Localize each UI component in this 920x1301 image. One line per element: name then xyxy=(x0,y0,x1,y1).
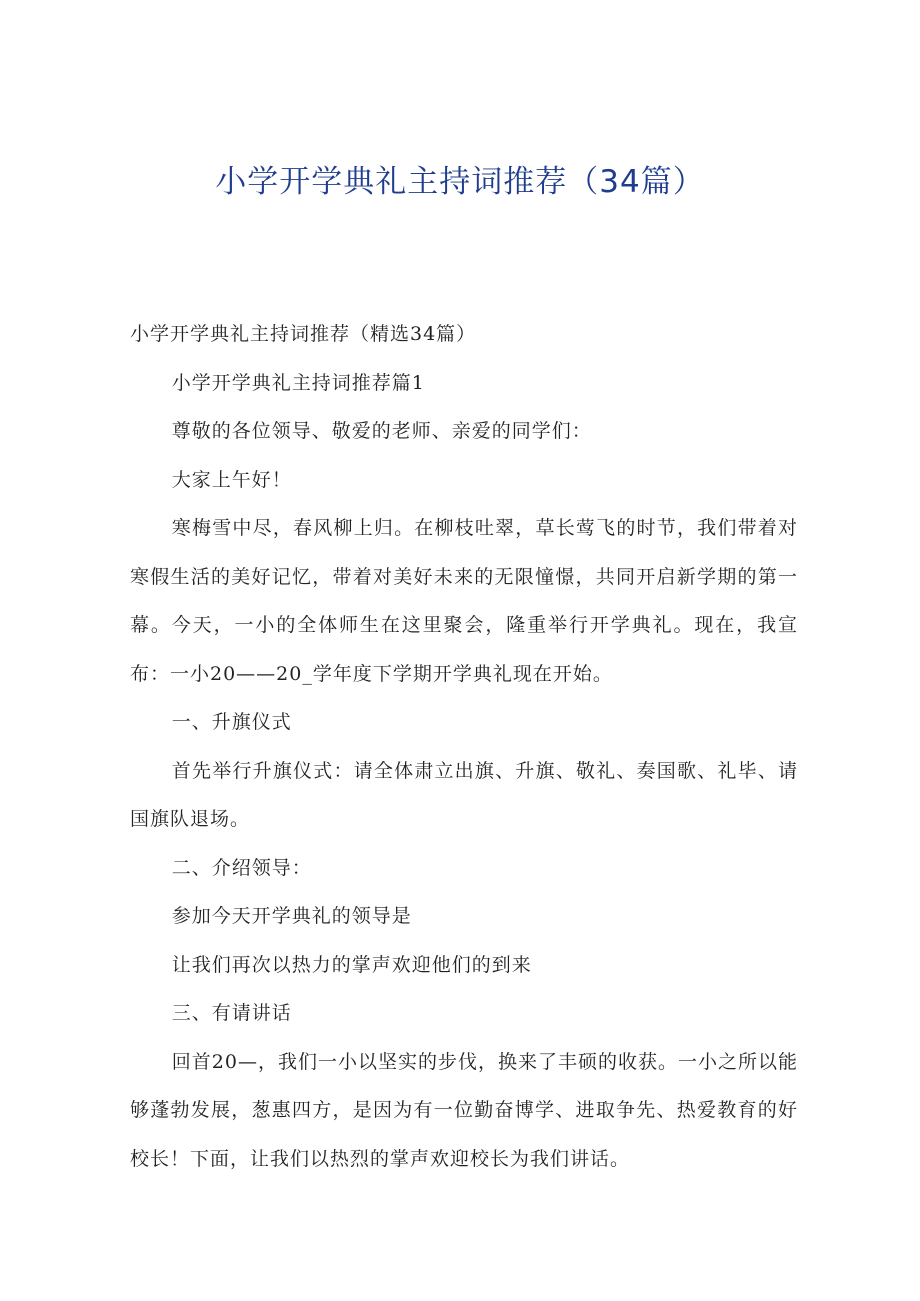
paragraph-flag-ceremony: 首先举行升旗仪式：请全体肃立出旗、升旗、敬礼、奏国歌、礼毕、请国旗队退场。 xyxy=(130,759,798,830)
paragraph-item-speech: 三、有请讲话 xyxy=(171,1002,292,1024)
document-body xyxy=(130,310,798,1183)
paragraph-opening: 寒梅雪中尽，春风柳上归。在柳枝吐翠，草长莺飞的时节，我们带着对寒假生活的美好记忆，带着对美好未来的无限憧憬，共同开启新学期的第一幕。今天，一小的全体师生在这里聚会，隆重举行开学典礼。现在，我宣布：一小20——20_学年度下学期开学典礼现在开始。 xyxy=(130,517,798,685)
paragraph-principal-intro: 回首20—，我们一小以坚实的步伐，换来了丰硕的收获。一小之所以能够蓬勃发展，葱惠四方，是因为有一位勤奋博学、进取争先、热爱教育的好校长！下面，让我们以热烈的掌声欢迎校长为我们讲话。 xyxy=(130,1050,798,1170)
paragraph-greeting-audience: 尊敬的各位领导、敬爱的老师、亲爱的同学们： xyxy=(171,420,592,442)
document-title: 小学开学典礼主持词推荐（34篇） xyxy=(215,164,705,200)
paragraph-item-flag: 一、升旗仪式 xyxy=(171,711,292,733)
paragraph-section-heading: 小学开学典礼主持词推荐篇1 xyxy=(171,371,425,394)
paragraph-item-leaders: 二、介绍领导： xyxy=(171,856,312,879)
paragraph-greeting: 大家上午好！ xyxy=(171,468,292,491)
paragraph-applause: 让我们再次以热力的掌声欢迎他们的到来 xyxy=(171,953,532,976)
paragraph-leaders-present: 参加今天开学典礼的领导是 xyxy=(171,905,412,927)
paragraph-subtitle: 小学开学典礼主持词推荐（精选34篇） xyxy=(130,323,477,345)
